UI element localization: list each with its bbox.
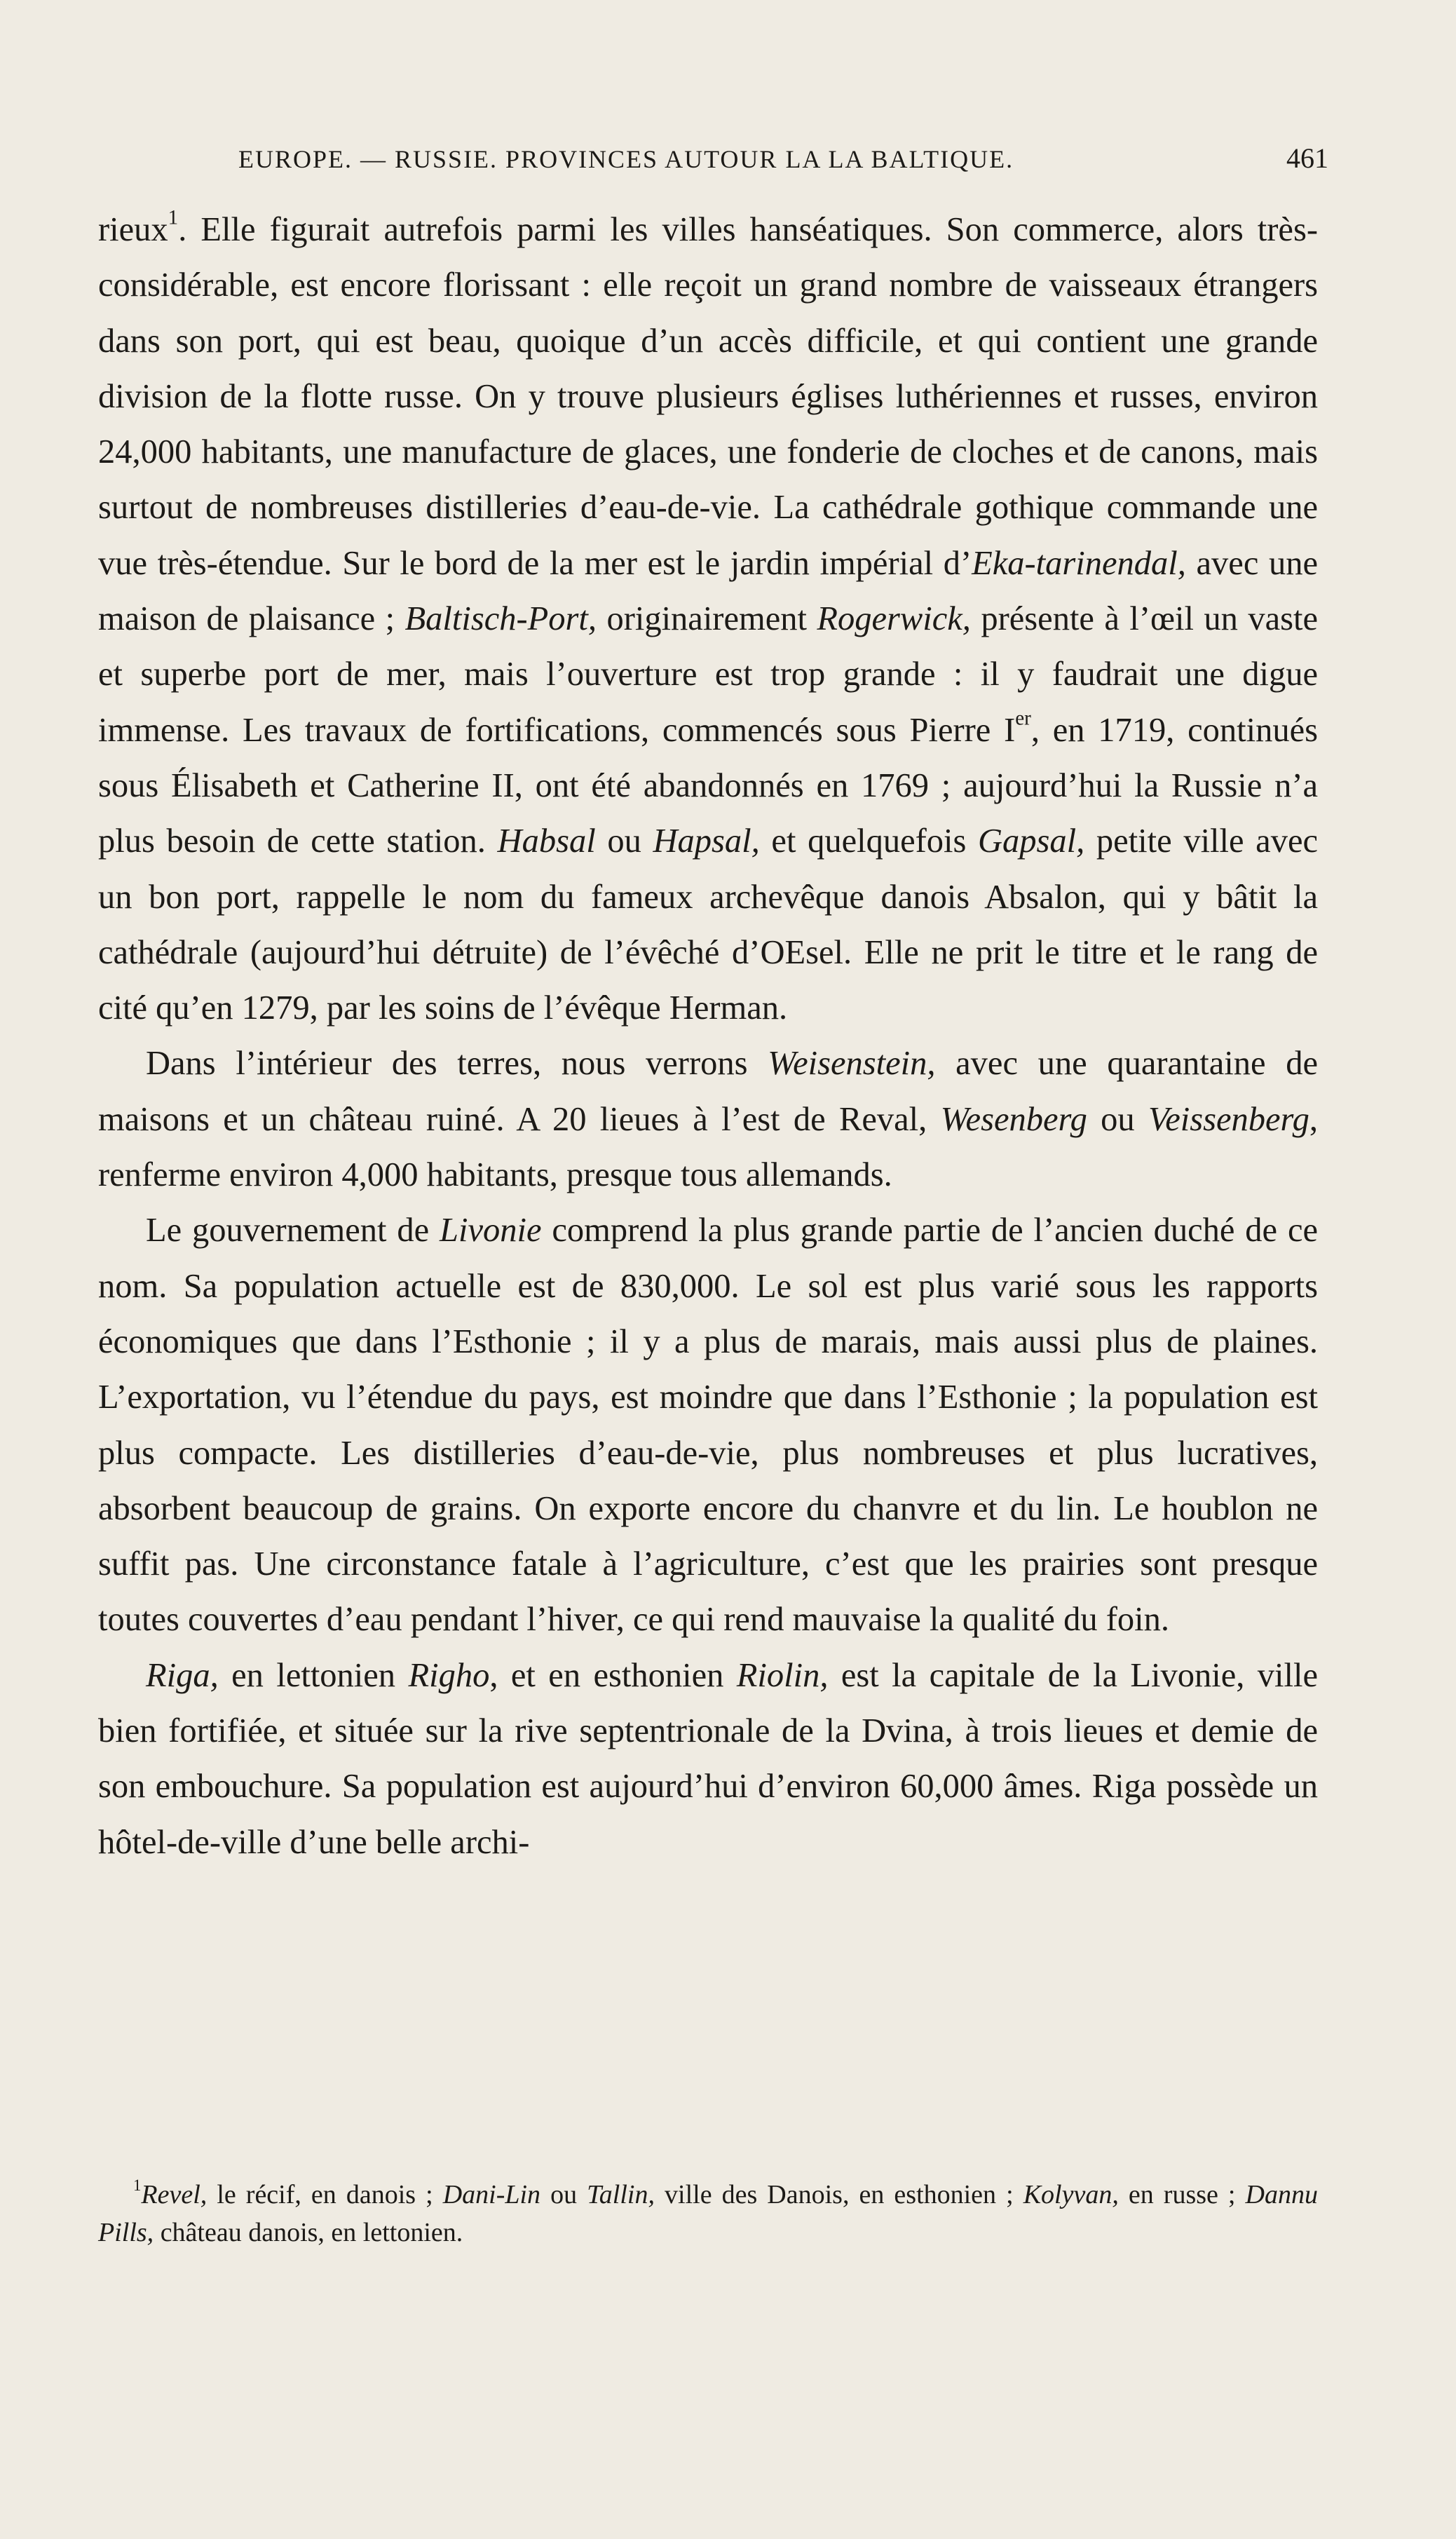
footnote-mark: 1 [133, 2176, 142, 2194]
footnote: $^1$Revel, le récif, en danois ; Dani-Lin ou Tallin, ville des Danois, en esthonien ; Kolyvan, en russe ; Dannu Pills, château danois, en lettonien. [98, 2176, 1318, 2247]
paragraph-3: Le gouvernement de Livonie comprend la plus grande partie de l’ancien duché de ce nom. Sa population actuelle est de 830,000. Le sol est plus varié sous les rapports économiques que dans l’Esthonie ; il y a plus de marais, mais aussi plus de plaines. L’exportation, vu l’étendue du pays, est moindre que dans l’Esthonie ; la population est plus compacte. Les distilleries d’eau-de-vie, plus nombreuses et plus lucratives, absorbent beaucoup de grains. On exporte encore du chanvre et du lin. Le houblon ne suffit pas. Une circonstance fatale à l’agriculture, c’est que les prairies sont presque toutes couvertes d’eau pendant l’hiver, ce qui rend mauvaise la qualité du foin. [98, 1212, 1318, 1639]
running-header [238, 144, 1328, 174]
page-number: 461 [1286, 142, 1328, 174]
running-title: EUROPE. — RUSSIE. PROVINCES AUTOUR LA LA BALTIQUE. [238, 145, 1014, 173]
paragraph-2: Dans l’intérieur des terres, nous verrons Weisenstein, avec une quarantaine de maisons et un château ruiné. A 20 lieues à l’est de Reval, Wesenberg ou Veissenberg, renferme environ 4,000 habitants, presque tous allemands. [98, 1045, 1318, 1194]
paragraph-1: rieux$^1$. Elle figurait autrefois parmi les villes hanséatiques. Son commerce, alors très-considérable, est encore florissant : elle reçoit un grand nombre de vaisseaux étrangers dans son port, qui est beau, quoique d’un accès difficile, et qui contient une grande division de la flotte russe. On y trouve plusieurs églises luthériennes et russes, environ 24,000 habitants, une manufacture de glaces, une fonderie de cloches et de canons, mais surtout de nombreuses distilleries d’eau-de-vie. La cathédrale gothique commande une vue très-étendue. Sur le bord de la mer est le jardin impérial d’Eka-tarinendal, avec une maison de plaisance ; Baltisch-Port, originairement Rogerwick, présente à l’œil un vaste et superbe port de mer, mais l’ouverture est trop grande : il y faudrait une digue immense. Les travaux de fortifications, commencés sous Pierre Ier, en 1719, continués sous Élisabeth et Catherine II, ont été abandonnés en 1769 ; aujourd’hui la Russie n’a plus besoin de cette station. Habsal ou Hapsal, et quelquefois Gapsal, petite ville avec un bon port, rappelle le nom du fameux archevêque danois Absalon, qui y bâtit la cathédrale (aujourd’hui détruite) de l’évêché d’OEsel. Elle ne prit le titre et le rang de cité qu’en 1279, par les soins de l’évêque Herman. [98, 206, 1319, 1027]
paragraph-4: Riga, en lettonien Righo, et en esthonien Riolin, est la capitale de la Livonie, ville bien fortifiée, et située sur la rive septentrionale de la Dvina, à trois lieues et demie de son embouchure. Sa population est aujourd’hui d’environ 60,000 âmes. Riga possède un hôtel-de-ville d’une belle archi- [98, 1656, 1318, 1861]
footnote-ref: 1 [168, 206, 179, 229]
main-text [98, 202, 1318, 1870]
